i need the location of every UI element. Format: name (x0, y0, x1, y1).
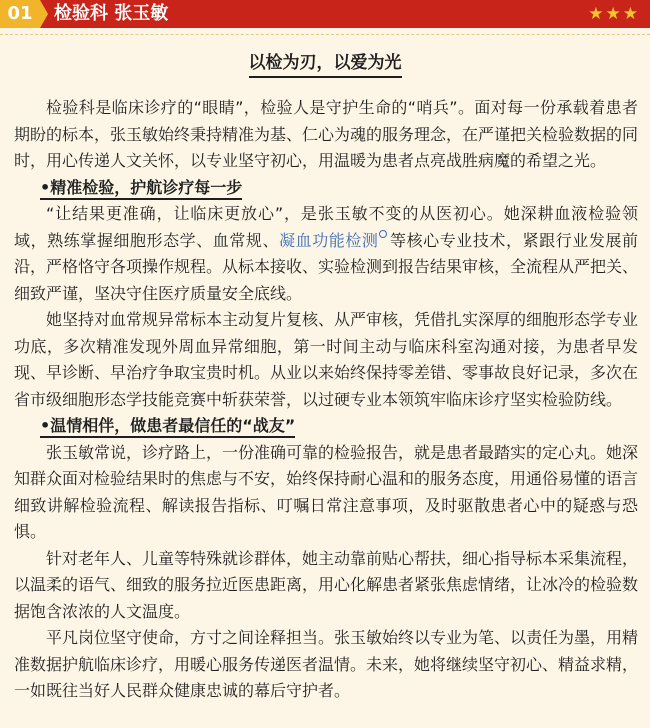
paragraph-text: 等核心专业技术，紧跟行业发展前沿，严格恪守各项操作规程。从标本接收、实验检测到报告结果审核，全流程从严把关、细致严谨，坚决守住医疗质量安全底线。 (14, 230, 639, 303)
section-heading-care (14, 413, 638, 440)
paragraph: 针对老年人、儿童等特殊就诊群体，她主动靠前贴心帮扶，细心指导标本采集流程，以温柔的语气、细致的服务拉近医患距离，用心化解患者紧张焦虑情绪，让冰冷的检验数据饱含浓浓的人文温度。 (14, 548, 639, 621)
intro-paragraph: 检验科是临床诊疗的“眼睛”，检验人是守护生命的“哨兵”。面对每一份承载着患者期盼的标本，张玉敏始终秉持精准为基、仁心为魂的服务理念，在严谨把关检验数据的同时，用心传递人文关怀，以专业坚守初心，用温暖为患者点亮战胜病魔的希望之光。 (14, 98, 639, 170)
stars-icon: ★★★ (588, 4, 640, 24)
search-icon[interactable] (379, 230, 387, 238)
paragraph-text: “让结果更准确，让临床更放心”，是张玉敏不变的从医初心。她深耕血液检验领域，熟练掌握细胞形态学、血常规、 (14, 204, 638, 250)
article-subtitle: 以检为刃，以爱为光 (249, 53, 402, 78)
section-heading-text: •温情相伴，做患者最信任的“战友” (40, 416, 295, 438)
header-title: 检验科 张玉敏 (54, 3, 169, 24)
article-subtitle-wrap (0, 48, 650, 73)
section-number-badge: 01 (0, 0, 40, 28)
coagulation-test-link[interactable]: 凝血功能检测 (279, 230, 379, 250)
paragraph: 她坚持对血常规异常标本主动复片复核、从严审核，凭借扎实深厚的细胞形态学专业功底，多次精准发现外周血异常细胞，第一时间主动与临床科室沟通对接，为患者早发现、早诊断、早治疗争取宝贵时机。从业以来始终保持零差错、零事故良好记录，多次在省市级细胞形态学技能竞赛中斩获荣誉，以过硬专业本领筑牢临床诊疗坚实检验防线。 (14, 310, 639, 409)
header-bar (0, 0, 650, 28)
section-heading-text: •精准检验，护航诊疗每一步 (40, 178, 242, 200)
section-heading-precision (14, 175, 638, 202)
divider (0, 34, 650, 35)
article-body (14, 95, 638, 705)
paragraph: 平凡岗位坚守使命，方寸之间诠释担当。张玉敏始终以专业为笔、以责任为墨，用精准数据护航临床诊疗，用暖心服务传递医者温情。未来，她将继续坚守初心、精益求精，一如既往当好人民群众健康忠诚的幕后守护者。 (14, 628, 639, 700)
paragraph (14, 201, 638, 307)
paragraph: 张玉敏常说，诊疗路上，一份准确可靠的检验报告，就是患者最踏实的定心丸。她深知群众面对检验结果时的焦虑与不安，始终保持耐心温和的服务态度，用通俗易懂的语言细致讲解检验流程、解读报告指标、叮嘱日常注意事项，及时驱散患者心中的疑惑与恐惧。 (14, 442, 639, 541)
badge-arrow (40, 0, 48, 28)
